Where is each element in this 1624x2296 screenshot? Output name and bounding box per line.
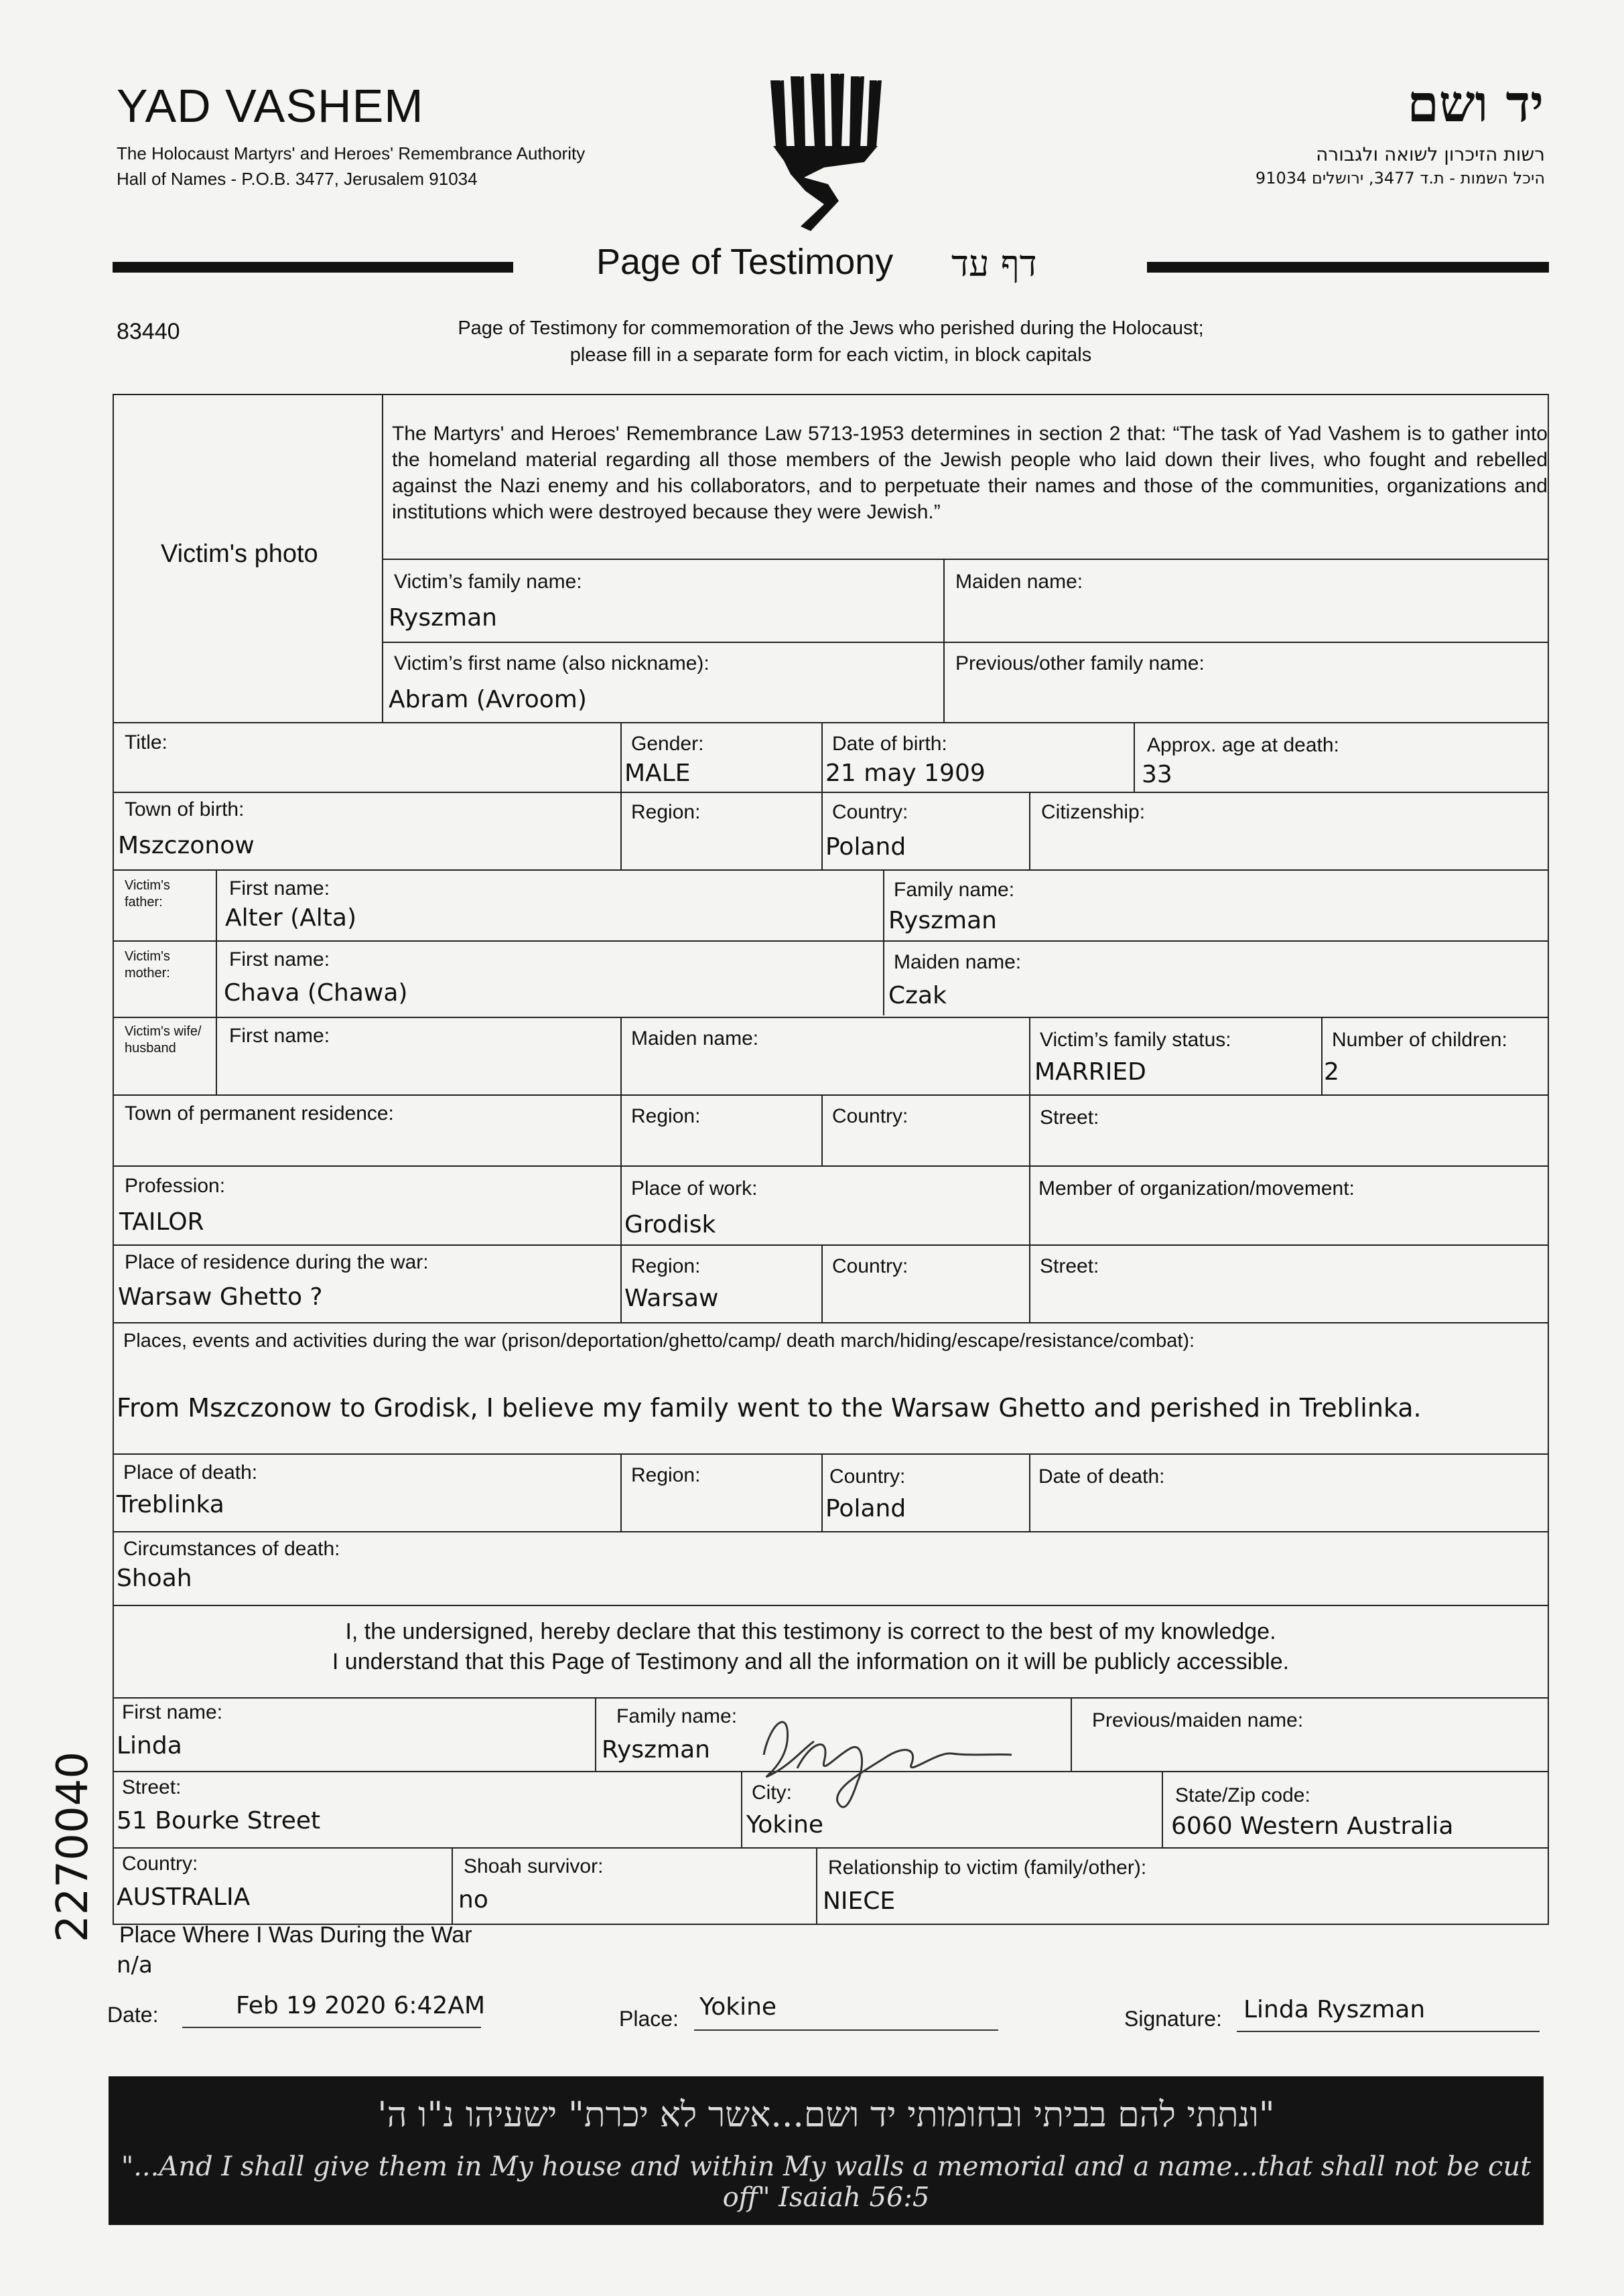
death-region-label: Region: (631, 1464, 701, 1486)
place-of-work-label: Place of work: (631, 1177, 758, 1200)
victim-country-of-birth[interactable]: Poland (825, 833, 906, 861)
permanent-residence-label: Town of permanent residence: (125, 1102, 394, 1125)
testimony-form (113, 394, 1549, 1925)
father-family-name-label: Family name: (894, 879, 1015, 901)
membership-label: Member of organization/movement: (1038, 1177, 1355, 1200)
mother-side-label: Victim's mother: (125, 949, 170, 981)
submitter-family-name[interactable]: Ryszman (602, 1736, 710, 1764)
law-text: The Martyrs' and Heroes' Remembrance Law 5713-1953 determines in section 2 that: “The task of Yad Vashem is to gather into the homeland material regarding all those members of the Jewish people who laid down their lives, who fought and rebelled against the Nazi enemy and his collaborators, and to perpetuate their names and those of the communities, organizations and institutions which were destroyed because they were Jewish.” (392, 423, 1548, 523)
mother-first-name-label: First name: (229, 948, 330, 971)
victim-photo-label: Victim's photo (161, 540, 318, 568)
town-of-birth-label: Town of birth: (125, 798, 245, 820)
submitter-state-label: State/Zip code: (1175, 1784, 1310, 1806)
submitter-country[interactable]: AUSTRALIA (117, 1883, 251, 1911)
shoah-survivor-label: Shoah survivor: (464, 1855, 604, 1877)
gender-label: Gender: (631, 733, 704, 755)
profession-label: Profession: (125, 1175, 226, 1197)
previous-family-name-label: Previous/other family name: (955, 652, 1205, 674)
submission-place[interactable]: Yokine (699, 1993, 777, 2021)
war-residence[interactable]: Warsaw Ghetto ? (118, 1283, 323, 1311)
intro-text (375, 315, 1286, 368)
submitter-first-name[interactable]: Linda (117, 1732, 182, 1760)
signature-name[interactable]: Linda Ryszman (1243, 1996, 1426, 2023)
submitter-city[interactable]: Yokine (746, 1811, 824, 1839)
submitter-street-label: Street: (122, 1776, 182, 1798)
handwritten-side-number: 2270040 (48, 1751, 98, 1942)
declaration-line-2: I understand that this Page of Testimony and all the information on it will be publicly accessible. (332, 1649, 1290, 1674)
footer-quote-banner (109, 2076, 1544, 2225)
victim-profession[interactable]: TAILOR (119, 1208, 204, 1236)
org-name: YAD VASHEM (117, 80, 424, 132)
submitter-country-label: Country: (122, 1853, 198, 1875)
father-first-name-label: First name: (229, 877, 330, 900)
title-rule-right (1147, 262, 1549, 273)
war-street-label: Street: (1040, 1255, 1099, 1277)
page-title-hebrew: דף עד (951, 242, 1037, 285)
circumstances-label: Circumstances of death: (123, 1538, 340, 1560)
hebrew-org-name: יד ושם (1407, 74, 1544, 133)
war-region[interactable]: Warsaw (624, 1285, 719, 1312)
war-region-label: Region: (631, 1255, 701, 1277)
victim-age-at-death[interactable]: 33 (1142, 761, 1172, 788)
family-status-label: Victim’s family status: (1040, 1029, 1231, 1051)
war-events-label: Places, events and activities during the war (prison/deportation/ghetto/camp/ death march/hiding/escape/resistance/combat): (123, 1330, 1195, 1352)
number-of-children-label: Number of children: (1332, 1029, 1507, 1051)
submission-date[interactable]: Feb 19 2020 6:42AM (236, 1992, 486, 2019)
form-number: 83440 (117, 319, 180, 344)
submitter-first-name-label: First name: (122, 1701, 223, 1723)
title-label: Title: (125, 731, 167, 754)
relationship-label: Relationship to victim (family/other): (828, 1857, 1147, 1879)
declaration (174, 1617, 1447, 1677)
menorah-logo-icon (764, 67, 884, 231)
place-of-death[interactable]: Treblinka (117, 1491, 224, 1518)
hebrew-org-subtitle: רשות הזיכרון לשואה ולגבורה (1316, 143, 1545, 165)
number-of-children[interactable]: 2 (1324, 1058, 1339, 1086)
submitter-state[interactable]: 6060 Western Australia (1171, 1812, 1454, 1840)
mother-maiden-name-label: Maiden name: (894, 951, 1022, 973)
victim-town-of-birth[interactable]: Mszczonow (118, 832, 255, 859)
place-of-work[interactable]: Grodisk (624, 1211, 716, 1238)
handwritten-signature-icon (750, 1701, 1018, 1822)
submitter-street[interactable]: 51 Bourke Street (117, 1807, 321, 1835)
victim-gender[interactable]: MALE (624, 760, 691, 787)
father-family-name[interactable]: Ryszman (888, 907, 997, 934)
date-label: Date: (107, 2003, 159, 2027)
spouse-first-name-label: First name: (229, 1025, 330, 1047)
org-subtitle: The Holocaust Martyrs' and Heroes' Remembrance Authority (117, 143, 586, 163)
spouse-side-label: Victim's wife/ husband (125, 1024, 202, 1056)
war-events[interactable]: From Mszczonow to Grodisk, I believe my family went to the Warsaw Ghetto and perished in Treblinka. (117, 1393, 1422, 1423)
first-name-label: Victim’s first name (also nickname): (394, 652, 709, 674)
death-country-label: Country: (829, 1465, 906, 1488)
declaration-line-1: I, the undersigned, hereby declare that this testimony is correct to the best of my knowledge. (345, 1619, 1276, 1644)
date-of-death-label: Date of death: (1038, 1465, 1165, 1488)
date-of-birth-label: Date of birth: (832, 733, 947, 755)
page-title: Page of Testimony (596, 242, 894, 282)
victim-family-status[interactable]: MARRIED (1034, 1058, 1146, 1086)
intro-line-1: Page of Testimony for commemoration of the Jews who perished during the Holocaust; (458, 317, 1204, 339)
place-label: Place: (619, 2007, 679, 2031)
shoah-survivor[interactable]: no (458, 1886, 488, 1914)
maiden-name-label: Maiden name: (955, 571, 1083, 593)
war-residence-label: Place of residence during the war: (125, 1251, 429, 1273)
father-side-label: Victim's father: (125, 878, 170, 910)
war-location-label: Place Where I Was During the War (119, 1922, 472, 1948)
footer-english-quote: "...And I shall give them in My house and within My walls a memorial and a name...that shall not be cut off" Isaiah 56:5 (121, 2151, 1532, 2213)
region-label: Region: (631, 801, 701, 823)
residence-street-label: Street: (1040, 1106, 1099, 1129)
place-of-death-label: Place of death: (123, 1461, 258, 1484)
circumstances-of-death[interactable]: Shoah (117, 1565, 192, 1592)
age-at-death-label: Approx. age at death: (1147, 734, 1339, 756)
victim-family-name[interactable]: Ryszman (389, 604, 497, 632)
hebrew-org-address: היכל השמות - ת.ד 3477, ירושלים 91034 (1255, 169, 1545, 188)
war-location[interactable]: n/a (117, 1952, 153, 1979)
submitter-city-label: City: (752, 1782, 792, 1804)
submitter-previous-name-label: Previous/maiden name: (1092, 1709, 1304, 1731)
residence-country-label: Country: (832, 1105, 908, 1127)
submitter-family-name-label: Family name: (616, 1705, 738, 1727)
country-label: Country: (832, 801, 908, 823)
intro-line-2: please fill in a separate form for each victim, in block capitals (569, 344, 1092, 366)
title-rule-left (113, 262, 513, 273)
death-country[interactable]: Poland (825, 1495, 906, 1522)
org-address: Hall of Names - P.O.B. 3477, Jerusalem 91034 (117, 169, 478, 189)
relationship-to-victim[interactable]: NIECE (823, 1887, 896, 1915)
mother-first-name[interactable]: Chava (Chawa) (224, 979, 408, 1007)
victim-first-name[interactable]: Abram (Avroom) (389, 686, 587, 713)
signature-label: Signature: (1124, 2007, 1222, 2031)
residence-region-label: Region: (631, 1105, 701, 1127)
spouse-maiden-name-label: Maiden name: (631, 1027, 759, 1050)
father-first-name[interactable]: Alter (Alta) (225, 904, 357, 932)
citizenship-label: Citizenship: (1041, 801, 1146, 823)
war-country-label: Country: (832, 1255, 908, 1277)
footer-hebrew-quote: "ונתתי להם בביתי ובחומותי יד ושם...אשר לא יכרת" ישעיהו נ"ו ה' (377, 2095, 1275, 2135)
family-name-label: Victim’s family name: (394, 571, 582, 593)
victim-date-of-birth[interactable]: 21 may 1909 (825, 760, 986, 787)
mother-maiden-name[interactable]: Czak (888, 982, 947, 1009)
